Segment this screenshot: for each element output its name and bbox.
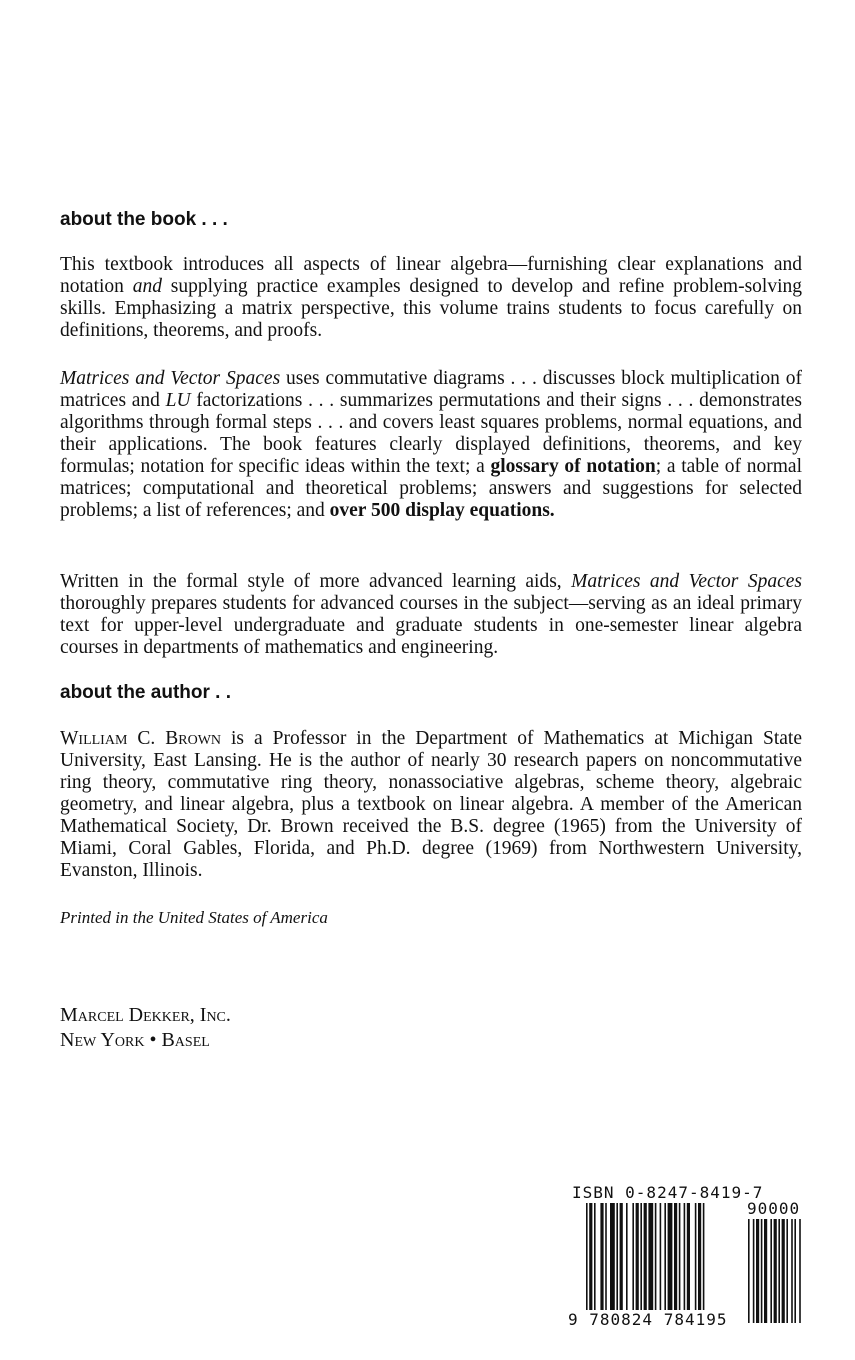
publisher-imprint <box>60 1003 231 1053</box>
barcode-bar <box>640 1203 642 1311</box>
publisher-name: Marcel Dekker, Inc. <box>60 1004 231 1026</box>
barcode-bar <box>698 1203 701 1323</box>
barcode-bar <box>794 1219 796 1323</box>
barcode-bar <box>703 1203 705 1323</box>
barcode-bar <box>600 1203 603 1311</box>
barcode-bar <box>594 1203 596 1311</box>
barcode-bar <box>664 1203 666 1311</box>
book-paragraph-2: Matrices and Vector Spaces uses commutative diagrams . . . discusses block multiplication of matrices and LU factorizations . . . summarizes permutations and their signs . . . demonstrates algorithms through formal steps . . . and covers least squares problems, normal equations, and their applications. The book features clearly displayed definitions, theorems, and key formulas; notation for specific ideas within the text; a glossary of notation; a table of normal matrices; computational and theoretical problems; answers and suggestions for selected problems; a list of references; and over 500 display equations. <box>60 368 802 521</box>
barcode-bar <box>632 1203 634 1311</box>
glossary-highlight: glossary of notation <box>490 456 656 477</box>
book-title: Matrices and Vector Spaces <box>60 368 281 389</box>
publisher-location: New York • Basel <box>60 1029 210 1051</box>
price-addon-number: 90000 <box>747 1199 801 1218</box>
barcode-bar <box>695 1203 697 1311</box>
barcode-bar <box>636 1203 639 1311</box>
about-author-heading: about the author . . <box>60 682 231 703</box>
printed-in-notice: Printed in the United States of America <box>60 908 328 927</box>
book-title: Matrices and Vector Spaces <box>571 571 802 592</box>
barcode-bar <box>799 1219 801 1323</box>
barcode-bar <box>770 1219 772 1323</box>
barcode-bar <box>687 1203 690 1311</box>
author-name: William C. Brown <box>60 728 222 749</box>
about-book-heading: about the book . . . <box>60 209 228 230</box>
barcode-bar <box>644 1203 647 1323</box>
barcode-bar <box>756 1219 759 1323</box>
barcode-bar <box>660 1203 662 1311</box>
barcode-bar <box>620 1203 623 1311</box>
barcode-bar <box>589 1203 592 1323</box>
isbn-number: ISBN 0-8247-8419-7 <box>572 1183 764 1202</box>
emphasis-and: and <box>132 276 162 297</box>
barcode-bar <box>610 1203 615 1311</box>
barcode-bar <box>655 1203 657 1311</box>
barcode-bar <box>791 1219 793 1323</box>
barcode-bar <box>684 1203 686 1311</box>
ean-number: 9 780824 784195 <box>568 1310 728 1329</box>
barcode-bar <box>679 1203 681 1311</box>
barcode-bar <box>668 1203 673 1311</box>
book-paragraph-3: Written in the formal style of more advanced learning aids, Matrices and Vector Spaces thoroughly prepares students for advanced courses in the subject—serving as an ideal primary text for upper-level undergraduate and graduate students in one-semester linear algebra courses in departments of mathematics and engineering. <box>60 571 802 658</box>
barcode-bar <box>616 1203 618 1311</box>
book-paragraph-1: This textbook introduces all aspects of linear algebra—furnishing clear explanations and notation and supplying practice examples designed to develop and refine problem-solving skills. Emphasizing a matrix perspective, this volume trains students to focus carefully on definitions, theorems, and proofs. <box>60 254 802 341</box>
barcode-bar <box>648 1203 653 1311</box>
barcode-bar <box>748 1219 750 1323</box>
barcode-bar <box>626 1203 628 1311</box>
barcode-bar <box>786 1219 788 1323</box>
barcode-bar <box>674 1203 677 1311</box>
barcode-bar <box>774 1219 777 1323</box>
barcode-bar <box>605 1203 607 1311</box>
equations-highlight: over 500 display equations. <box>329 500 555 521</box>
author-bio: William C. Brown is a Professor in the Department of Mathematics at Michigan State University, East Lansing. He is the author of nearly 30 research papers on noncommutative ring theory, commutative ring theory, nonassociative algebras, scheme theory, algebraic geometry, and linear algebra, plus a textbook on linear algebra. A member of the American Mathematical Society, Dr. Brown received the B.S. degree (1965) from the University of Miami, Coral Gables, Florida, and Ph.D. degree (1969) from Northwestern University, Evanston, Illinois. <box>60 728 802 881</box>
barcode-bar <box>782 1219 785 1323</box>
barcode-bar <box>753 1219 755 1323</box>
isbn-barcode <box>564 1183 824 1333</box>
barcode-bar <box>778 1219 780 1323</box>
barcode-bar <box>586 1203 588 1323</box>
barcode-bar <box>761 1219 763 1323</box>
barcode-bar <box>764 1219 767 1323</box>
